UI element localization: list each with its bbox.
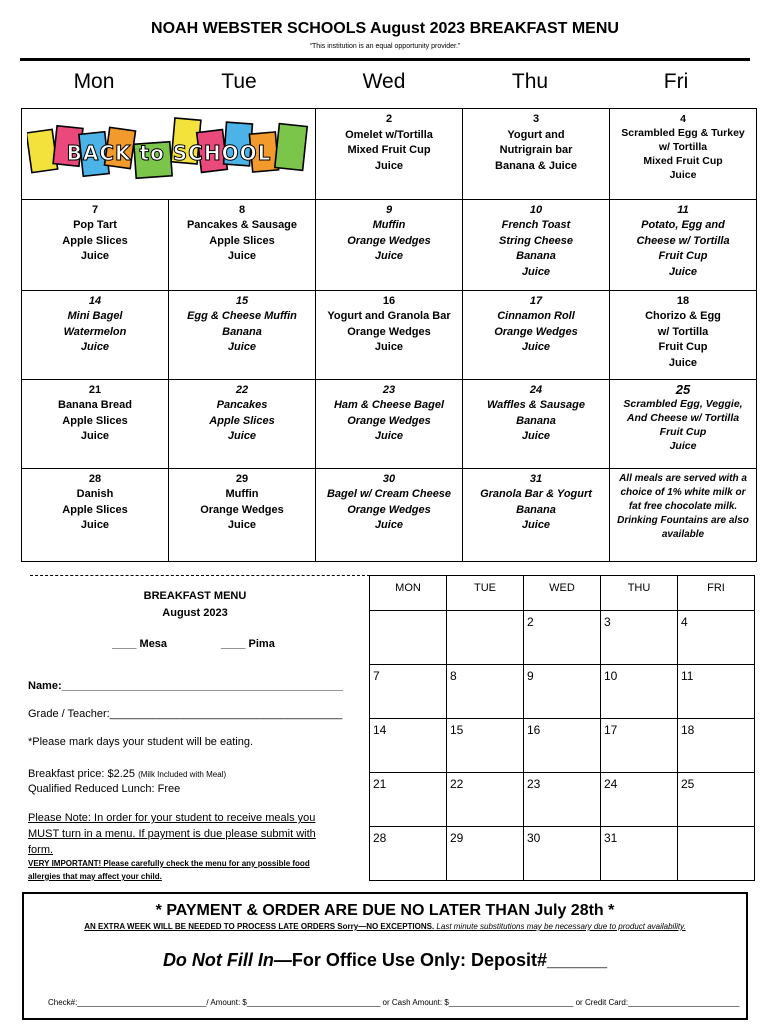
milk-note: All meals are served with a choice of 1% white milk or fat free chocolate milk. Drinking Fountains are also available	[610, 468, 757, 561]
cal-day-cell[interactable]: 4	[678, 611, 755, 665]
menu-day-24: 24 Waffles & Sausage Banana Juice	[463, 379, 610, 468]
form-title: BREAKFAST MENU	[143, 590, 247, 602]
cal-day-cell[interactable]: 25	[678, 773, 755, 827]
note-line-2: MUST turn in a menu. If payment is due please submit with	[28, 828, 316, 840]
menu-day-3: 3 Yogurt and Nutrigrain bar Banana & Juice	[463, 109, 610, 200]
allergy-note-1: VERY IMPORTANT! Please carefully check the menu for any possible food	[28, 859, 310, 868]
cut-line	[30, 575, 370, 576]
allergy-note-2: allergies that may affect your child.	[28, 872, 162, 881]
cal-day-cell[interactable]: 22	[447, 773, 524, 827]
svg-text:BACK to SCHOOL: BACK to SCHOOL	[66, 141, 271, 165]
menu-day-25: 25 Scrambled Egg, Veggie, And Cheese w/ Tortilla Fruit Cup Juice	[610, 379, 757, 468]
payment-details-line: Check#:_____________________________/ Amount: $______________________________ or Cash Amount: $____________________________ or Credit Card:_________________________	[48, 998, 740, 1007]
cal-day-cell[interactable]: 21	[370, 773, 447, 827]
cal-day-cell[interactable]: 11	[678, 665, 755, 719]
cal-day-cell[interactable]: 29	[447, 827, 524, 881]
cal-header-wed: WED	[524, 576, 601, 611]
cal-day-cell[interactable]: 17	[601, 719, 678, 773]
grade-teacher-field[interactable]: Grade / Teacher:______________________________________	[28, 708, 343, 720]
mesa-checkbox[interactable]: ____ Mesa	[112, 638, 168, 650]
note-line-3: form.	[28, 844, 54, 856]
menu-day-10: 10 French Toast String Cheese Banana Juice	[463, 199, 610, 290]
cal-day-cell[interactable]: 18	[678, 719, 755, 773]
menu-day-22: 22 Pancakes Apple Slices Juice	[169, 379, 316, 468]
cal-header-tue: TUE	[447, 576, 524, 611]
cal-header-fri: FRI	[678, 576, 755, 611]
day-header-fri: Fri	[663, 70, 689, 93]
cal-day-cell[interactable]: 3	[601, 611, 678, 665]
menu-day-16: 16 Yogurt and Granola Bar Orange Wedges Juice	[316, 290, 463, 379]
day-header-wed: Wed	[362, 70, 406, 93]
menu-day-28: 28 Danish Apple Slices Juice	[22, 468, 169, 561]
cal-day-cell[interactable]: 30	[524, 827, 601, 881]
menu-day-18: 18 Chorizo & Egg w/ Tortilla Fruit Cup Juice	[610, 290, 757, 379]
cal-day-cell[interactable]: 16	[524, 719, 601, 773]
back-to-school-logo	[27, 113, 311, 189]
note-line-1: Please Note: In order for your student to receive meals you	[28, 812, 316, 824]
menu-day-14: 14 Mini Bagel Watermelon Juice	[22, 290, 169, 379]
mark-days-instruction: *Please mark days your student will be eating.	[28, 736, 254, 748]
cal-day-cell[interactable]: 23	[524, 773, 601, 827]
cal-day-cell[interactable]	[370, 611, 447, 665]
order-calendar	[369, 575, 755, 881]
menu-day-23: 23 Ham & Cheese Bagel Orange Wedges Juice	[316, 379, 463, 468]
menu-day-30: 30 Bagel w/ Cream Cheese Orange Wedges Juice	[316, 468, 463, 561]
menu-day-7: 7 Pop Tart Apple Slices Juice	[22, 199, 169, 290]
cal-day-cell[interactable]: 31	[601, 827, 678, 881]
menu-grid	[21, 108, 757, 562]
late-order-note: AN EXTRA WEEK WILL BE NEEDED TO PROCESS LATE ORDERS Sorry—NO EXCEPTIONS. Last minute substitutions may be necessary due to product availability.	[84, 922, 686, 931]
day-header-thu: Thu	[511, 70, 549, 93]
menu-day-17: 17 Cinnamon Roll Orange Wedges Juice	[463, 290, 610, 379]
name-field[interactable]: Name:______________________________________________	[28, 680, 344, 692]
cal-day-cell[interactable]	[447, 611, 524, 665]
cal-day-cell[interactable]: 28	[370, 827, 447, 881]
page-subtitle: “This institution is an equal opportunity provider.”	[309, 43, 461, 50]
menu-day-21: 21 Banana Bread Apple Slices Juice	[22, 379, 169, 468]
menu-day-8: 8 Pancakes & Sausage Apple Slices Juice	[169, 199, 316, 290]
office-use-line: Do Not Fill In—For Office Use Only: Deposit#______	[162, 950, 608, 970]
menu-day-9: 9 Muffin Orange Wedges Juice	[316, 199, 463, 290]
day-header-tue: Tue	[221, 70, 257, 93]
breakfast-price: Breakfast price: $2.25 (Milk Included with Meal)	[28, 768, 227, 780]
cal-day-cell[interactable]: 2	[524, 611, 601, 665]
cal-day-cell[interactable]: 8	[447, 665, 524, 719]
reduced-price: Qualified Reduced Lunch: Free	[28, 783, 181, 795]
pima-checkbox[interactable]: ____ Pima	[221, 638, 275, 650]
menu-day-4: 4 Scrambled Egg & Turkey w/ Tortilla Mixed Fruit Cup Juice	[610, 109, 757, 200]
cal-header-thu: THU	[601, 576, 678, 611]
menu-day-31: 31 Granola Bar & Yogurt Banana Juice	[463, 468, 610, 561]
cal-day-cell[interactable]: 7	[370, 665, 447, 719]
menu-day-11: 11 Potato, Egg and Cheese w/ Tortilla Fruit Cup Juice	[610, 199, 757, 290]
menu-day-2: 2 Omelet w/Tortilla Mixed Fruit Cup Juice	[316, 109, 463, 200]
back-to-school-banner	[22, 109, 316, 200]
cal-day-cell[interactable]: 10	[601, 665, 678, 719]
menu-day-29: 29 Muffin Orange Wedges Juice	[169, 468, 316, 561]
cal-day-cell[interactable]: 15	[447, 719, 524, 773]
cal-header-mon: MON	[370, 576, 447, 611]
payment-deadline: * PAYMENT & ORDER ARE DUE NO LATER THAN July 28th *	[155, 902, 615, 919]
cal-day-cell[interactable]: 9	[524, 665, 601, 719]
form-month: August 2023	[162, 607, 228, 619]
cal-day-cell[interactable]	[678, 827, 755, 881]
cal-day-cell[interactable]: 14	[370, 719, 447, 773]
day-header-mon: Mon	[73, 70, 115, 93]
cal-day-cell[interactable]: 24	[601, 773, 678, 827]
page-title: NOAH WEBSTER SCHOOLS August 2023 BREAKFAST MENU	[151, 20, 619, 37]
divider	[20, 58, 750, 61]
menu-day-15: 15 Egg & Cheese Muffin Banana Juice	[169, 290, 316, 379]
